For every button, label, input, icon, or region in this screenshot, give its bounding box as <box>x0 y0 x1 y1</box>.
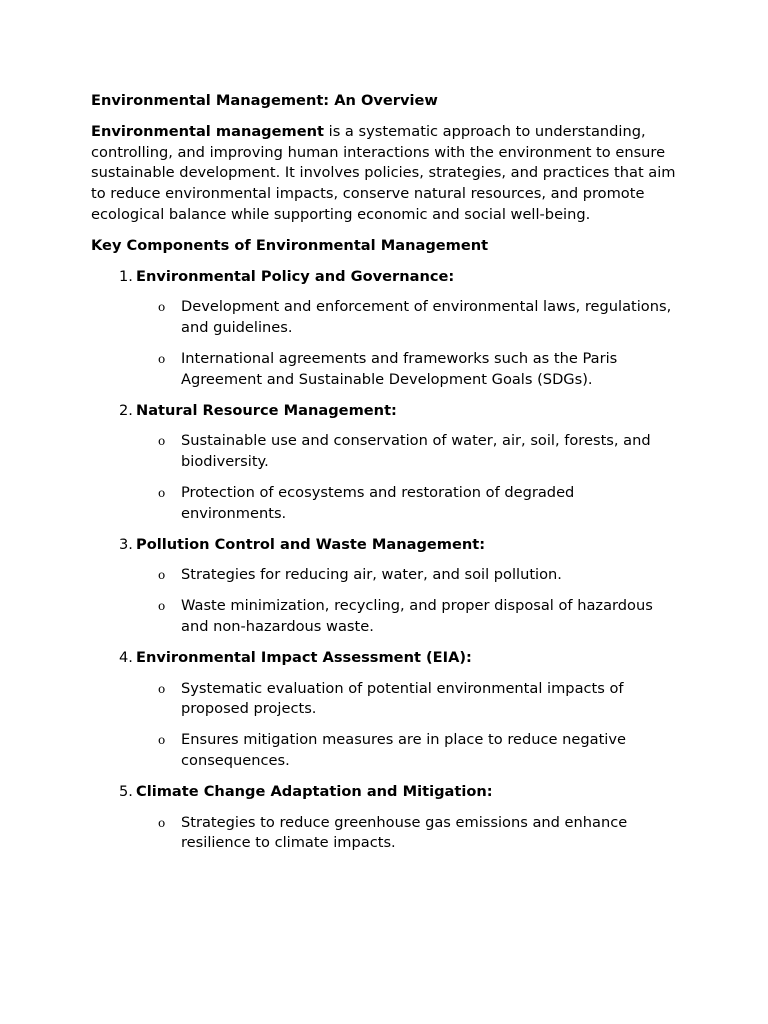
bullet-list <box>91 297 681 390</box>
component-item <box>91 401 681 525</box>
bullet-marker-icon: o <box>158 599 166 614</box>
component-item <box>91 535 681 638</box>
component-title: Natural Resource Management: <box>136 401 397 419</box>
intro-paragraph <box>91 122 681 226</box>
components-list <box>91 267 681 855</box>
bullet-text: Waste minimization, recycling, and proper disposal of hazardous and non-hazardous waste. <box>181 597 653 635</box>
bullet-item <box>91 349 681 391</box>
bullet-item <box>91 730 681 772</box>
bullet-marker-icon: o <box>158 434 166 449</box>
component-item <box>91 782 681 854</box>
bullet-marker-icon: o <box>158 733 166 748</box>
bullet-text: Protection of ecosystems and restoration of degraded environments. <box>181 483 575 522</box>
component-item <box>91 648 681 772</box>
bullet-marker-icon: o <box>158 681 166 696</box>
bullet-text: Strategies to reduce greenhouse gas emissions and enhance resilience to climate impacts. <box>181 813 628 852</box>
bullet-text: International agreements and frameworks such as the Paris Agreement and Sustainable Development Goals (SDGs). <box>181 349 618 388</box>
bullet-text: Ensures mitigation measures are in place to reduce negative consequences. <box>181 731 626 769</box>
bullet-item <box>91 483 681 525</box>
component-number: 3. <box>119 535 133 553</box>
bullet-list <box>91 431 681 524</box>
bullet-item <box>91 297 681 339</box>
bullet-marker-icon: o <box>158 351 166 366</box>
bullet-item <box>91 431 681 473</box>
bullet-list <box>91 565 681 637</box>
component-number: 2. <box>119 401 133 419</box>
bullet-item <box>91 565 681 586</box>
bullet-item <box>91 596 681 638</box>
bullet-text: Strategies for reducing air, water, and soil pollution. <box>181 566 562 584</box>
bullet-marker-icon: o <box>158 485 166 500</box>
component-item <box>91 267 681 391</box>
bullet-marker-icon: o <box>158 568 166 583</box>
bullet-text: Development and enforcement of environmental laws, regulations, and guidelines. <box>181 298 672 337</box>
component-number: 4. <box>119 648 133 666</box>
component-title: Environmental Impact Assessment (EIA): <box>136 648 472 666</box>
bullet-marker-icon: o <box>158 300 166 315</box>
document-page <box>91 91 681 864</box>
document-title: Environmental Management: An Overview <box>91 92 438 109</box>
section-heading: Key Components of Environmental Management <box>91 236 489 254</box>
bullet-item <box>91 813 681 855</box>
component-title: Pollution Control and Waste Management: <box>136 535 486 553</box>
bullet-item <box>91 679 681 721</box>
component-title: Environmental Policy and Governance: <box>136 267 455 285</box>
component-number: 1. <box>119 267 133 285</box>
intro-text: is a systematic approach to understanding, controlling, and improving human interactions with the environment to ensure sustainable development. It involves policies, strategies, and practices that aim to reduce environmental impacts, conserve natural resources, and promote ecological balance while supporting economic and social well-being. <box>91 122 676 223</box>
component-title: Climate Change Adaptation and Mitigation: <box>136 782 493 800</box>
bullet-list <box>91 813 681 855</box>
bullet-marker-icon: o <box>158 815 166 830</box>
bullet-text: Sustainable use and conservation of water, air, soil, forests, and biodiversity. <box>181 432 651 471</box>
component-number: 5. <box>119 782 133 800</box>
intro-bold-term: Environmental management <box>91 122 324 140</box>
bullet-text: Systematic evaluation of potential environmental impacts of proposed projects. <box>181 679 624 718</box>
bullet-list <box>91 679 681 772</box>
